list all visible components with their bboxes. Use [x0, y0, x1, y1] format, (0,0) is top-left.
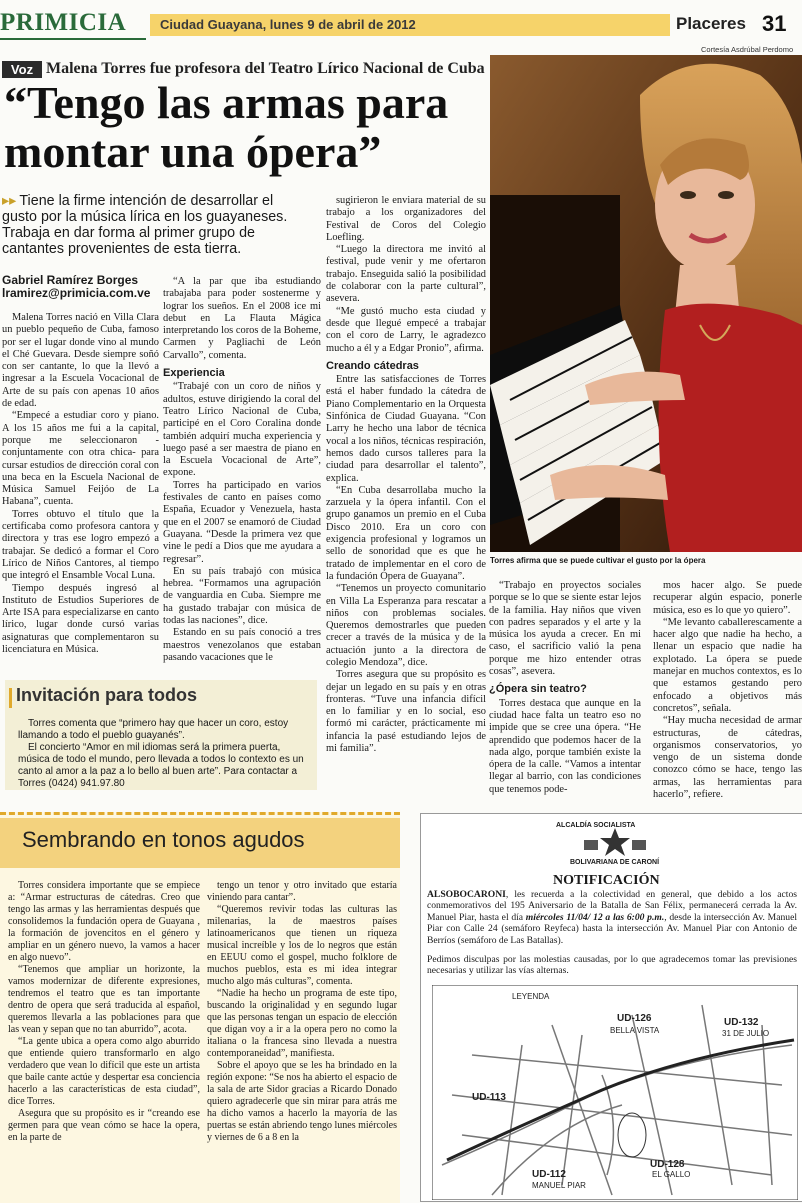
paragraph: Tiempo después ingresó al Instituto de Estudios Superiores de Arte ISA para especializarse en canto lírico, lugar donde cursó varias asignaturas que complementaron su licenciatura en Música. — [2, 582, 159, 656]
paragraph: “Hay mucha necesidad de armar estructuras, de cátedras, organismos conservatorios, yo vengo de un sistema donde conozco cómo se hace, tengo las armas, las herramientas para hacerlo”, refiere. — [653, 715, 802, 801]
lead-paragraph — [2, 193, 307, 257]
author-name: Gabriel Ramírez Borges — [2, 273, 139, 287]
notice-org-name: ALSOBOCARONI — [427, 889, 506, 900]
article-column-2 — [163, 276, 321, 664]
notice-text-part: , les recuerda a la colectividad en general, que debido a los actos conmemorativos del 195 Aniversario de la Batalla de San Félix, permanecerá cerrada la Av. Manuel Piar, hasta el día — [427, 889, 797, 923]
notice-paragraph — [427, 889, 797, 946]
invitation-text — [18, 718, 313, 790]
kicker: Malena Torres fue profesora del Teatro Lírico Nacional de Cuba — [46, 60, 485, 77]
article-column-3 — [326, 195, 486, 755]
article-photo — [490, 55, 802, 552]
paragraph: Torres asegura que su propósito es dejar un legado en su país y en otras fronteras. “Tuve una infancia difícil en lo familiar y en lo social, eso formó mi carácter, prácticamente mi infancia la pasé estudiando lejos de mi familia”. — [326, 669, 486, 755]
paragraph: Torres ha participado en varios festivales de canto en países como España, Ecuador y Venezuela, hasta que en el 2007 se enamoró de Ciudad Guayana. “Desde la primera vez que vine le pedí a Dios que me ayudara a regresar”. — [163, 479, 321, 565]
map-label: UD-126 — [617, 1013, 652, 1024]
paragraph: Entre las satisfacciones de Torres está el haber fundado la cátedra de Piano Complementario en la Orquesta Sinfónica de Ciudad Guayana. “Con Larry he hecho una labor de técnica vocal a los niños, técnicas respiración, hemos dado cursos talleres para la ciudad para desarrollar el talento”, explica. — [326, 374, 486, 484]
newspaper-logo: PRIMICIA — [0, 9, 127, 36]
map-label: 31 DE JULIO — [722, 1029, 770, 1038]
lead-text: Tiene la firme intención de desarrollar el gusto por la música lírica en los guayaneses. Trabaja en dar forma al primer grupo de cantantes provenientes de esta tierra. — [2, 193, 288, 257]
sidebar-column-2 — [207, 880, 397, 1144]
paragraph: Sobre el apoyo que se les ha brindado en la región expone: “Se nos ha abierto el espacio de la sala de arte Sidor gracias a Ricardo Donado quiero agradecerle que sin mirar para atrás me ha dicho vamos a hacerlo la mayoría de las puertas se están abriendo tengo lunes miércoles y viernes de 6 a 8 en la — [207, 1060, 397, 1143]
kicker-tag: Voz — [2, 61, 42, 78]
invitation-paragraph: Torres comenta que “primero hay que hacer un coro, estoy llamando a todo el pueblo guayanés”. — [18, 718, 289, 741]
paragraph: Torres considera importante que se empiece a: “Armar estructuras de cátedras. Creo que tengo las armas y las herramientas después que consolidemos la fundación opera de Guayana , la formación de jovencitos en el género y ampliar en un género nuevo, la vamos a hacer en algo nuevo”. — [8, 880, 200, 963]
paragraph: mos hacer algo. Se puede recuperar algún espacio, ponerle música, eso es lo que yo quiero”. — [653, 580, 802, 616]
map-label: UD-128 — [650, 1159, 685, 1170]
sidebar-title: Sembrando en tonos agudos — [22, 827, 305, 852]
subheading: Experiencia — [163, 367, 225, 380]
paragraph: Estando en su país conoció a tres maestros venezolanos que estaban pasando vacaciones que le — [163, 627, 321, 663]
photo-credit: Cortesía Asdrúbal Perdomo — [701, 45, 794, 54]
paragraph: “Trabajé con un coro de niños y adultos, estuve dirigiendo la coral del Teatro Lírico Nacional de Cuba, participé en el Coro Coralina donde también adquirí mucha experiencia y luego pasé a ser maestra de piano en la Escuela Vocacional de Arte”, expone. — [163, 381, 321, 479]
municipal-seal-icon — [580, 826, 650, 860]
notice-text — [427, 889, 797, 985]
article-column-4 — [489, 580, 641, 796]
notice-paragraph: Pedimos disculpas por las molestias causadas, por lo que agradecemos tomar las previsiones necesarias y utilizar las vías alternas. — [427, 954, 797, 977]
page-number: 31 — [762, 11, 787, 36]
paragraph: “Trabajo en proyectos sociales porque se lo que se siente estar lejos de la familia. Hay niños que viven con padres separados y el arte y la música los ayuda a crecer. En mi caso, el sacrificio valió la pena porque me hizo entender otras cosas”, asevera. — [489, 580, 641, 678]
map-label: BELLA VISTA — [610, 1026, 660, 1035]
subheading: ¿Ópera sin teatro? — [489, 683, 587, 696]
paragraph: “Tenemos que ampliar un horizonte, la vamos modernizar de diferente expresiones, tendremos el teatro que es tan importante dentro de opera que será traducida al español, queremos llevarla a las poblaciones para que las vean y sepan que no tan aburrido”, acota. — [8, 964, 200, 1035]
paragraph: tengo un tenor y otro invitado que estaría viniendo para cantar”. — [207, 880, 397, 903]
headline: “Tengo las armas para montar una ópera” — [4, 77, 449, 177]
paragraph: “A la par que iba estudiando trabajaba para poder sostenerme y lograr los sueños. En el 2008 ice mi debut en La Flauta Mágica interpretando los coros de la Boheme, Carmen y Pagliachi de León Carvallo”, comenta. — [163, 276, 321, 361]
map-label: UD-112 — [532, 1169, 566, 1180]
notice-text-part: , desde la intersección Av. Manuel Piar con Calle 24 (semáforo Reyfeca) hasta la intersección Av. Manuel Piar con Antonio de Berríos (semáforo de Las Batallas). — [427, 911, 797, 946]
paragraph: “Luego la directora me invitó al festival, pude venir y me ofertaron trabajo. Enseguida salió la posibilidad de colaborar con la parte cultural”, asevera. — [326, 244, 486, 305]
invitation-accent-bar — [9, 688, 12, 708]
paragraph: En su país trabajó con música hebrea. “Formamos una agrupación de vanguardia en Cuba. Siempre me ha gustado trabajar con música de todas las naciones”, dice. — [163, 565, 321, 627]
subheading: Creando cátedras — [326, 359, 419, 372]
paragraph: “Nadie ha hecho un programa de este tipo, buscando la originalidad y en segundo lugar que las personas tengan un espacio de elección que digan voy a ir a la opera pero no como la italiana o la francesa sino llevada a nuestra contemporaneidad”, manifiesta. — [207, 988, 397, 1059]
photo-caption: Torres afirma que se puede cultivar el gusto por la ópera — [490, 556, 706, 565]
invitation-title: Invitación para todos — [16, 685, 198, 705]
logo-underline — [0, 38, 146, 40]
paragraph: “Me gustó mucho esta ciudad y desde que llegué empecé a trabajar con el coro de Larry, le agradezco mucho a él y a Edgar Pronio”, afirma. — [326, 305, 486, 354]
paragraph: Torres destaca que aunque en la ciudad hace falta un teatro eso no impide que se cree una ópera. “He aprendido que podemos hacer de la nada algo, porque también existe la ópera de la calle. “Vamos a intentar llegar al barrio, con las condiciones que tenemos pode- — [489, 697, 641, 795]
article-column-1 — [2, 312, 159, 656]
paragraph: Torres obtuvo el título que la certificaba como profesora cantora y directora y tras ese logro empezó a trabajar. Se dedicó a formar el Coro Lírico de Niños Cantores, al tiempo que integró el Ensamble Vocal Luna. — [2, 508, 159, 582]
road-map — [432, 985, 798, 1200]
paragraph: “Empecé a estudiar coro y piano. A los 15 años me fui a la capital, porque me seleccionaron -conjuntamente con otra chica- para cursar estudios de dirección coral con una beca en la Escuela Nacional de Música Samuel Feijóo de La Habana”, cuenta. — [2, 410, 159, 508]
sidebar-column-1 — [8, 880, 200, 1144]
paragraph: Malena Torres nació en Villa Clara un pueblo pequeño de Cuba, famoso por ser el lugar donde vino al mundo el Ché Guevara. Desde siempre soñó con ser cantante, lo que la llevó a ingresar a la Escuela Vocacional de Arte de su país con apenas 10 años de edad. — [2, 312, 159, 410]
map-label: LEYENDA — [512, 992, 550, 1001]
paragraph: “Queremos revivir todas las culturas las milenarias, la de maestros países latinoamericanos que tienen un riqueza musical increíble y los de lo negros que están en EEUU como el gospel, mucho folklore de muchos pueblos, esta es mi idea integrar mucho algo más culturas”, comenta. — [207, 904, 397, 987]
map-label: EL GALLO — [652, 1170, 691, 1179]
arrow-icon: ▸▸ — [2, 193, 17, 209]
map-label: UD-132 — [724, 1017, 759, 1028]
notice-date: miércoles 11/04/ 12 a las 6:00 p.m. — [525, 911, 665, 923]
paragraph: sugirieron le enviara material de su trabajo a los organizadores del Festival de Coros del Colegio Loefling. — [326, 195, 486, 243]
paragraph: Asegura que su propósito es ir “creando ese germen para que vean cómo se hace la opera, en la parte de — [8, 1108, 200, 1143]
dateline: Ciudad Guayana, lunes 9 de abril de 2012 — [160, 17, 416, 32]
author-email[interactable]: lramirez@primicia.com.ve — [2, 286, 151, 300]
notice-org-line1: ALCALDÍA SOCIALISTA — [556, 822, 636, 829]
article-column-5 — [653, 580, 802, 801]
paragraph: “Me levanto caballerescamente a hacer algo que nadie ha hecho, a llenar un espacio que nadie ha explotado. La ópera se puede manejar en muchos contextos, es lo que estamos gestando pero enfocado a objetivos más concretos”, señala. — [653, 616, 802, 714]
byline — [2, 274, 150, 300]
photo-illustration — [490, 55, 802, 552]
invitation-paragraph: El concierto “Amor en mil idiomas será la primera puerta, música de todo el mundo, pero llevada a todos lo contexto es un canto al amor a la paz a lo bello al buen arte”. Para contactar a Torres (0424) 941.97.80 — [18, 742, 304, 789]
map-label: MANUEL PIAR — [532, 1181, 586, 1190]
section-name: Placeres — [676, 14, 746, 33]
paragraph: “La gente ubica a opera como algo aburrido que entiende quiero transformarlo en algo verdadero que vean lo difícil que este un artista que baile cante actúe y despertar esa conciencia hacerlo a las características de esta ciudad”, dice Torres. — [8, 1036, 200, 1107]
map-label: UD-113 — [472, 1092, 506, 1103]
paragraph: “En Cuba desarrollaba mucho la zarzuela y la ópera infantil. Con el grupo ganamos un premio en el Cuba Disco 2010. Era un coro con exigencia profesional y logramos un sello de sonoridad que es que he tratado de implementar en el coro de la fundación Ópera de Guayana”. — [326, 484, 486, 582]
paragraph: “Tenemos un proyecto comunitario en Villa La Esperanza para rescatar a niños con problemas sociales. Queremos demostrarles que pueden crecer a través de la música y de la actuación junto a la directora de colegio Mendoza”, dice. — [326, 583, 486, 668]
notice-title: NOTIFICACIÓN — [553, 873, 660, 888]
notice-org-line2: BOLIVARIANA DE CARONÍ — [570, 859, 660, 866]
